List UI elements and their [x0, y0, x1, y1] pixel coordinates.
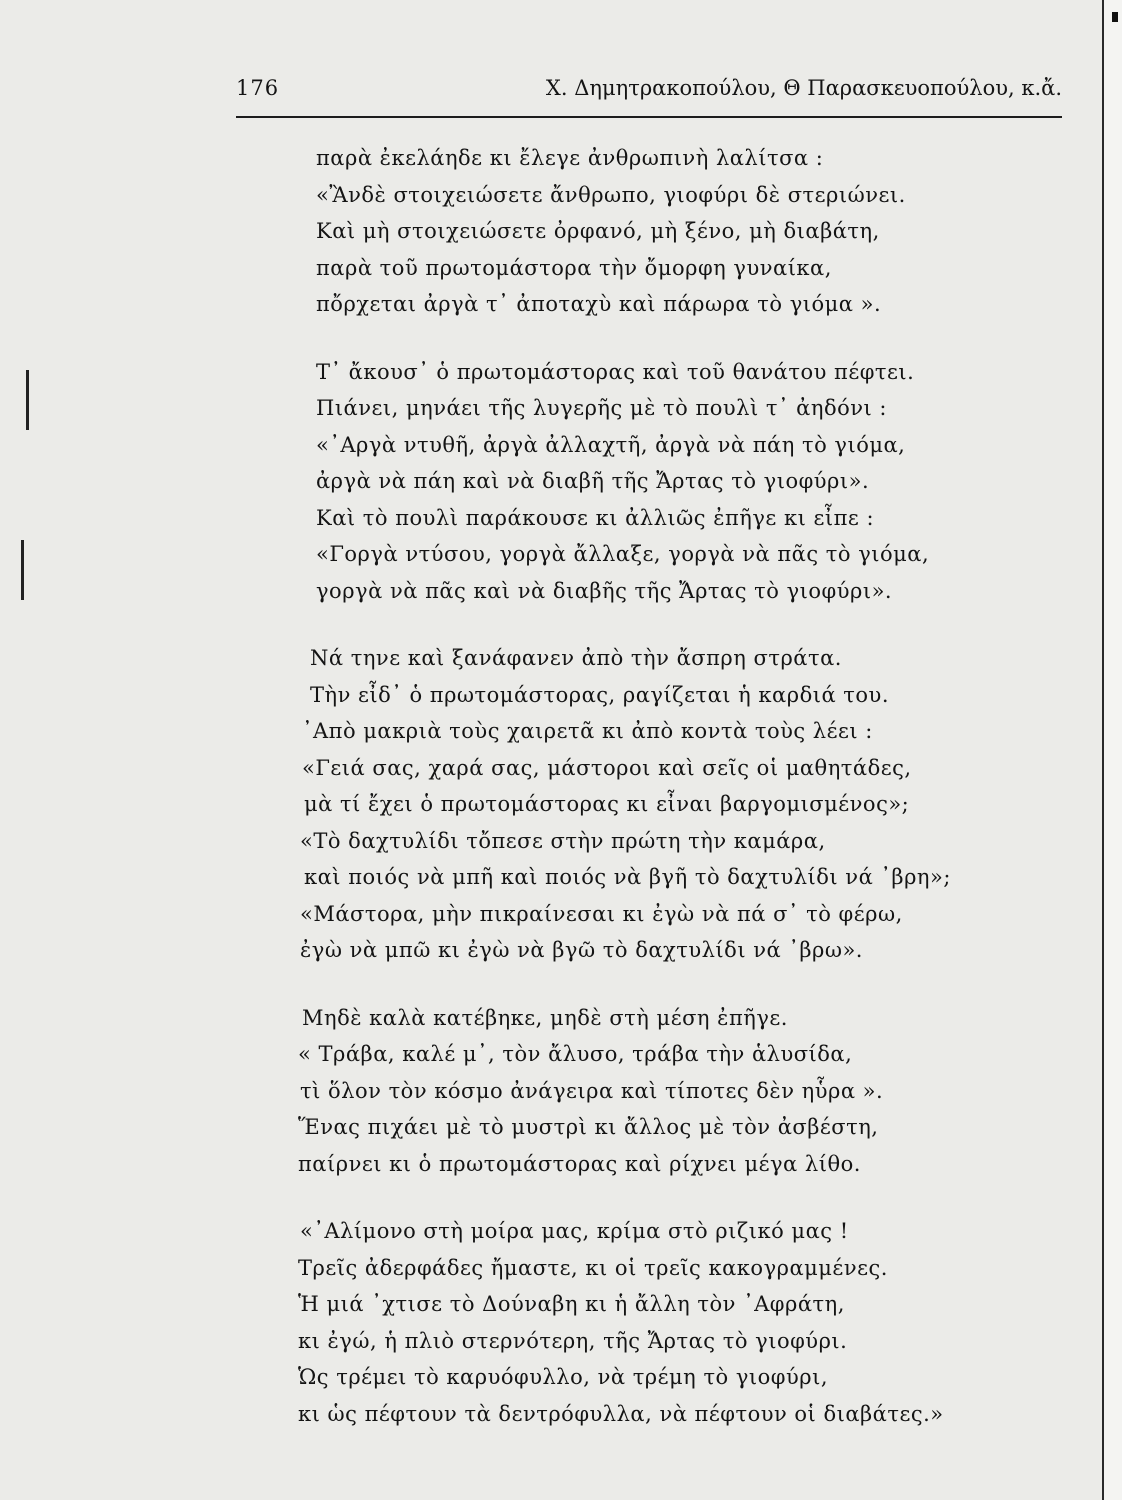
verse-line: «Γειά σας, χαρά σας, μάστοροι καὶ σεῖς οἱ μαθητάδες, — [302, 755, 912, 780]
verse-line: «Γοργὰ ντύσου, γοργὰ ἄλλαξε, γοργὰ νὰ πᾶς τὸ γιόμα, — [316, 542, 930, 566]
verse-line: παίρνει κι ὁ πρωτομάστορας καὶ ρίχνει μέγα λίθο. — [298, 1151, 861, 1176]
verse-line: παρὰ ἐκελάηδε κι ἔλεγε ἀνθρωπινὴ λαλίτσα : — [316, 146, 824, 170]
verse-line: μὰ τί ἔχει ὁ πρωτομάστορας κι εἶναι βαργομισμένος»; — [304, 792, 910, 816]
verse-line: «Μάστορα, μὴν πικραίνεσαι κι ἐγὼ νὰ πά σ᾽ τὸ φέρω, — [300, 901, 903, 926]
verse-line: ἀργὰ νὰ πάη καὶ νὰ διαβῆ τῆς Ἄρτας τὸ γιοφύρι». — [316, 469, 870, 493]
verse-line: Τ᾽ ἄκουσ᾽ ὁ πρωτομάστορας καὶ τοῦ θανάτου πέφτει. — [316, 359, 915, 384]
verse-line: γοργὰ νὰ πᾶς καὶ νὰ διαβῆς τῆς Ἄρτας τὸ γιοφύρι». — [316, 578, 893, 603]
verse-line: κι ἐγώ, ἡ πλιὸ στερνότερη, τῆς Ἄρτας τὸ γιοφύρι. — [298, 1328, 848, 1353]
verse-line: Πιάνει, μηνάει τῆς λυγερῆς μὲ τὸ πουλὶ τ᾽ ἀηδόνι : — [316, 396, 887, 420]
poem-body — [298, 140, 1018, 1463]
verse-line: Ἡ μιά ᾽χτισε τὸ Δούναβη κι ἡ ἄλλη τὸν ᾽Αφράτη, — [298, 1292, 845, 1316]
page-number: 176 — [236, 76, 280, 100]
verse-line: Καὶ τὸ πουλὶ παράκουσε κι ἀλλιῶς ἐπῆγε κι εἶπε : — [316, 505, 875, 530]
stanza — [298, 354, 1018, 610]
verse-line: Νά τηνε καὶ ξανάφανεν ἀπὸ τὴν ἄσπρη στράτα. — [310, 646, 842, 670]
verse-line: καὶ ποιός νὰ μπῆ καὶ ποιός νὰ βγῆ τὸ δαχτυλίδι νά ᾽βρη»; — [304, 865, 951, 889]
verse-line: «Τὸ δαχτυλίδι τὄπεσε στὴν πρώτη τὴν καμάρα, — [300, 828, 826, 853]
verse-line: « Τράβα, καλέ μ᾽, τὸν ἄλυσο, τράβα τὴν ἁλυσίδα, — [298, 1042, 853, 1066]
verse-line: «᾽Αργὰ ντυθῆ, ἀργὰ ἀλλαχτῆ, ἀργὰ νὰ πάη τὸ γιόμα, — [316, 432, 906, 457]
verse-line: ᾽Απὸ μακριὰ τοὺς χαιρετᾶ κι ἀπὸ κοντὰ τοὺς λέει : — [302, 719, 873, 743]
verse-line: Τὴν εἶδ᾽ ὁ πρωτομάστορας, ραγίζεται ἡ καρδιά του. — [310, 682, 890, 707]
verse-line: Ἕνας πιχάει μὲ τὸ μυστρὶ κι ἄλλος μὲ τὸν ἀσβέστη, — [298, 1115, 879, 1139]
verse-line: «Ἂνδὲ στοιχειώσετε ἄνθρωπο, γιοφύρι δὲ στεριώνει. — [316, 182, 906, 207]
stanza — [298, 1000, 1018, 1183]
verse-line: παρὰ τοῦ πρωτομάστορα τὴν ὄμορφη γυναίκα, — [316, 255, 832, 280]
verse-line: κι ὡς πέφτουν τὰ δεντρόφυλλα, νὰ πέφτουν οἱ διαβάτες.» — [298, 1401, 944, 1426]
verse-line: «᾽Αλίμονο στὴ μοίρα μας, κρίμα στὸ ριζικό μας ! — [300, 1219, 849, 1243]
verse-line: Μηδὲ καλὰ κατέβηκε, μηδὲ στὴ μέση ἐπῆγε. — [302, 1005, 788, 1030]
running-head: Χ. Δημητρακοπούλου, Θ Παρασκευοπούλου, κ.ἄ. — [545, 76, 1062, 100]
stanza — [298, 640, 1018, 969]
stanza — [298, 1213, 1018, 1432]
verse-line: Καὶ μὴ στοιχειώσετε ὀρφανό, μὴ ξένο, μὴ διαβάτη, — [316, 219, 880, 243]
verse-line: Ὡς τρέμει τὸ καρυόφυλλο, νὰ τρέμη τὸ γιοφύρι, — [298, 1365, 829, 1389]
stanza — [298, 140, 1018, 323]
verse-line: τὶ ὅλον τὸν κόσμο ἀνάγειρα καὶ τίποτες δὲν ηὗρα ». — [300, 1078, 884, 1103]
page-header — [236, 70, 1062, 118]
verse-line: ἐγὼ νὰ μπῶ κι ἐγὼ νὰ βγῶ τὸ δαχτυλίδι νά ᾽βρω». — [300, 938, 863, 962]
verse-line: Τρεῖς ἀδερφάδες ἤμαστε, κι οἱ τρεῖς κακογραμμένες. — [298, 1255, 888, 1280]
verse-line: πὄρχεται ἀργὰ τ᾽ ἀποταχὺ καὶ πάρωρα τὸ γιόμα ». — [316, 292, 882, 316]
page-edge — [1102, 0, 1122, 1500]
